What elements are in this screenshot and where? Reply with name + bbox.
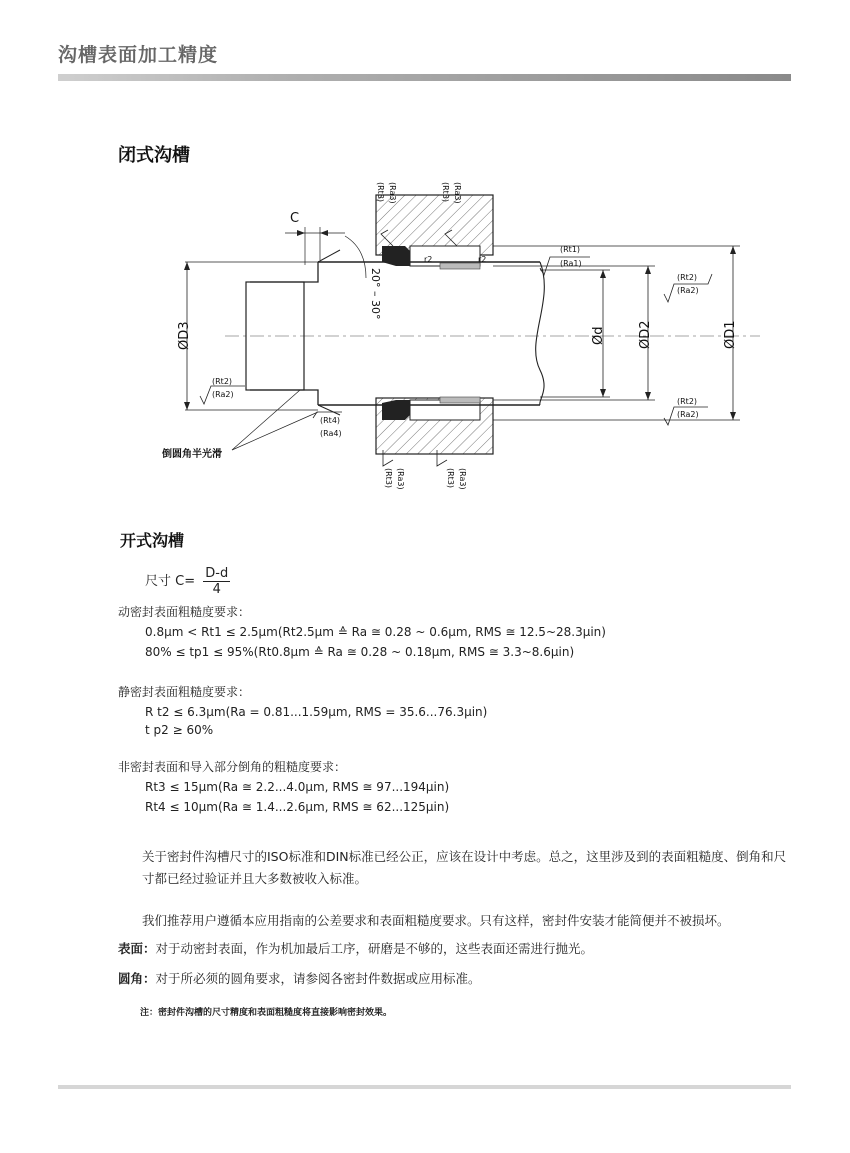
label-angle: 20° – 30°	[369, 268, 382, 320]
rod-outline	[318, 262, 540, 405]
ring-lower	[440, 397, 480, 403]
paragraph-1-text: 关于密封件沟槽尺寸的ISO标准和DIN标准已经公正，应该在设计中考虑。总之，这里涉及到的表面粗糙度、倒角和尺寸都已经过验证并且大多数被收入标准。	[142, 849, 787, 886]
label-rt3-bottom-left: (Rt3)	[384, 468, 393, 489]
note: 注：密封件沟槽的尺寸精度和表面粗糙度将直接影响密封效果。	[140, 1008, 393, 1018]
label-rt4: (Rt4)	[320, 416, 341, 425]
seal-lower	[382, 400, 412, 420]
label-rt3-top-right: (Rt3)	[441, 182, 450, 203]
footer-bar	[58, 1085, 791, 1089]
static-label: 静密封表面粗糙度要求：	[118, 685, 251, 699]
label-ra3-bottom-left: (Ra3)	[396, 468, 405, 490]
nonseal-line-1: Rt3 ≤ 15μm(Ra ≅ 2.2...4.0μm, RMS ≅ 97...194μin)	[145, 780, 450, 794]
closed-groove-diagram	[0, 0, 850, 520]
rod-break	[536, 262, 545, 405]
static-line-2: t p2 ≥ 60%	[145, 723, 214, 737]
rod-head	[250, 262, 318, 405]
label-d2: ØD2	[638, 320, 653, 349]
label-ra2-right-bottom: (Ra2)	[677, 410, 699, 419]
label-ra1: (Ra1)	[560, 259, 582, 268]
paragraph-4	[118, 968, 798, 990]
label-d: Ød	[591, 326, 606, 345]
formula-denominator: 4	[212, 582, 221, 597]
label-r2-right: r2	[478, 255, 487, 264]
label-ra3-bottom-right: (Ra3)	[458, 468, 467, 490]
label-ra3-top-right: (Ra3)	[453, 182, 462, 204]
formula-numerator: D-d	[205, 566, 229, 581]
rod-taper	[318, 250, 340, 415]
label-rt2-right-top: (Rt2)	[677, 273, 698, 282]
seal-upper	[382, 246, 412, 266]
ring-upper	[440, 263, 480, 269]
label-d3: ØD3	[177, 321, 192, 350]
open-groove-formula	[145, 566, 230, 597]
label-d1: ØD1	[723, 320, 738, 349]
label-c: C	[290, 211, 300, 226]
label-ra3-top-left: (Ra3)	[388, 182, 397, 204]
label-rt1: (Rt1)	[560, 245, 581, 254]
fillet-text: 对于所必须的圆角要求，请参阅各密封件数据或应用标准。	[155, 971, 481, 986]
label-rt2-left: (Rt2)	[212, 377, 233, 386]
dynamic-line-1: 0.8μm < Rt1 ≤ 2.5μm(Rt2.5μm ≙ Ra ≅ 0.28 ~ 0.6μm, RMS ≅ 12.5~28.3μin)	[145, 625, 606, 639]
nonseal-label: 非密封表面和导入部分倒角的粗糙度要求：	[118, 760, 347, 774]
dynamic-line-2: 80% ≤ tp1 ≤ 95%(Rt0.8μm ≙ Ra ≅ 0.28 ~ 0.18μm, RMS ≅ 3.3~8.6μin)	[145, 645, 575, 659]
label-rt3-top-left: (Rt3)	[376, 182, 385, 203]
formula-fraction	[203, 566, 230, 597]
static-line-1: R t2 ≤ 6.3μm(Ra = 0.81...1.59μm, RMS = 35.6...76.3μin)	[145, 705, 488, 719]
closed-groove-title: 闭式沟槽	[118, 145, 190, 166]
nonseal-line-2: Rt4 ≤ 10μm(Ra ≅ 1.4...2.6μm, RMS ≅ 62...125μin)	[145, 800, 450, 814]
label-chamfer-note: 倒圆角半光滑	[162, 449, 222, 460]
paragraph-1	[118, 846, 798, 890]
label-ra4: (Ra4)	[320, 429, 342, 438]
dynamic-label: 动密封表面粗糙度要求：	[118, 605, 251, 619]
label-r2-left: r2	[424, 255, 433, 264]
surface-label: 表面：	[118, 941, 156, 956]
label-ra2-left: (Ra2)	[212, 390, 234, 399]
fillet-label: 圆角：	[118, 971, 156, 986]
formula-prefix: 尺寸 C=	[145, 574, 196, 589]
paragraph-2-text: 我们推荐用户遵循本应用指南的公差要求和表面粗糙度要求。只有这样，密封件安装才能简便并不被损坏。	[142, 913, 730, 928]
page-header-title: 沟槽表面加工精度	[58, 44, 219, 66]
paragraph-2	[118, 910, 798, 932]
surface-text: 对于动密封表面，作为机加最后工序，研磨是不够的，这些表面还需进行抛光。	[155, 941, 594, 956]
label-ra2-right-top: (Ra2)	[677, 286, 699, 295]
label-rt2-right-bottom: (Rt2)	[677, 397, 698, 406]
label-rt3-bottom-right: (Rt3)	[446, 468, 455, 489]
paragraph-3	[118, 938, 798, 960]
open-groove-title: 开式沟槽	[120, 531, 185, 550]
